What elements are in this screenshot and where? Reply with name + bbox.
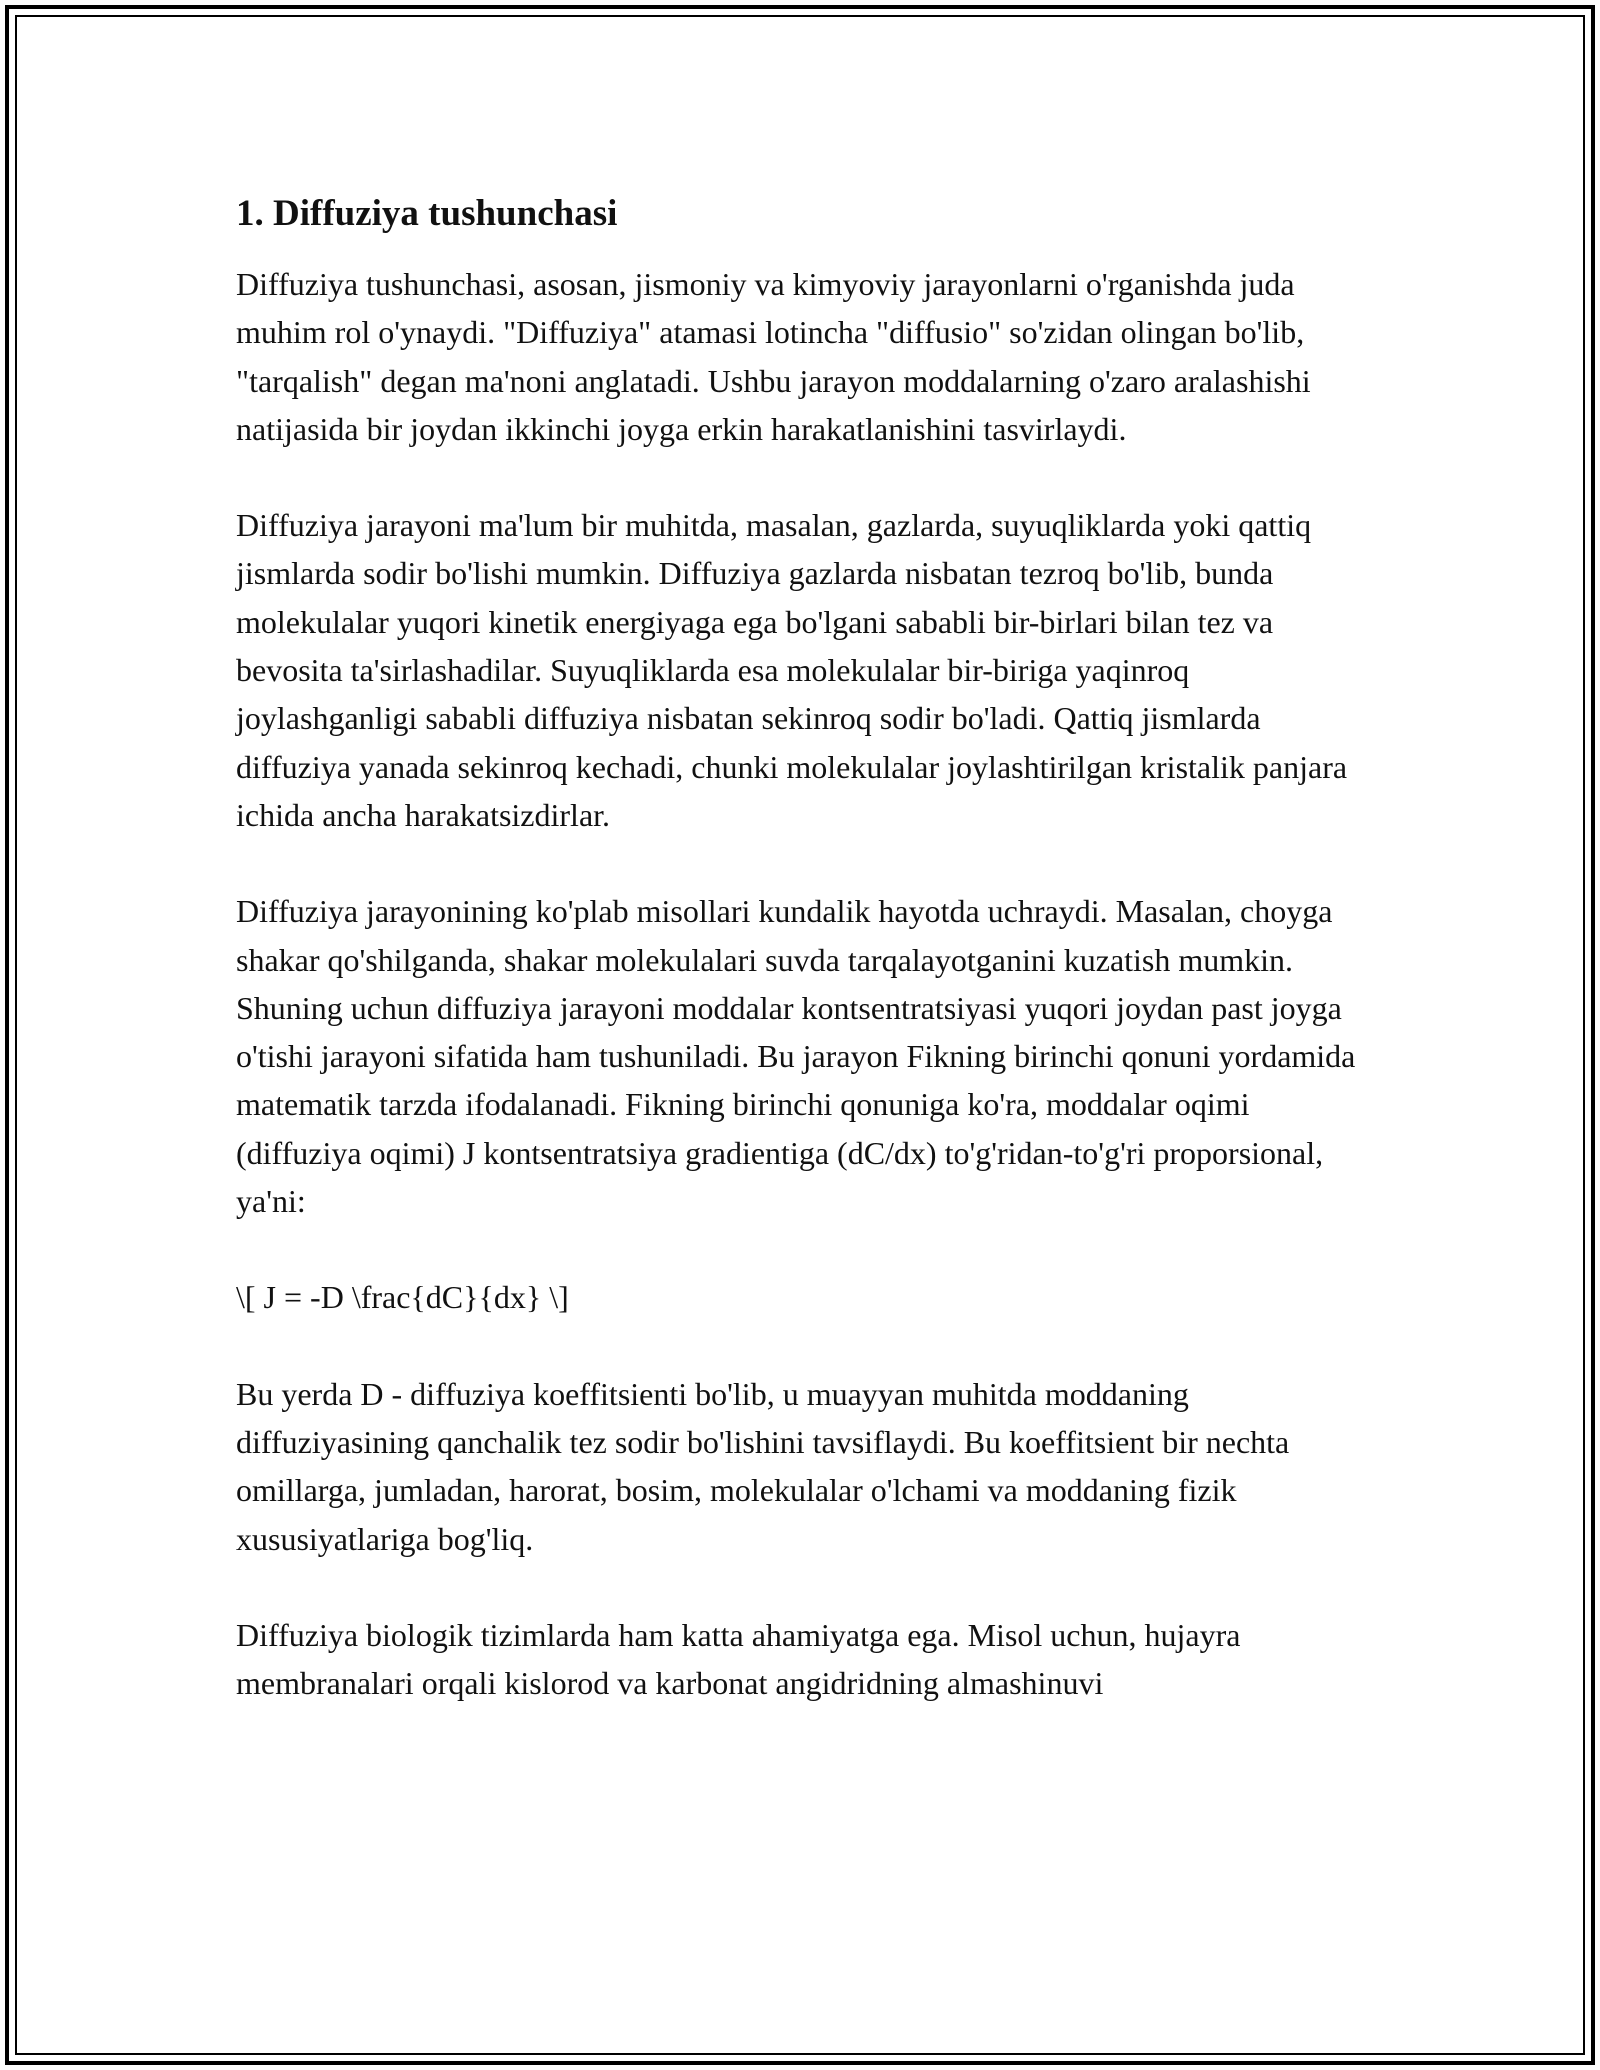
paragraph-examples: Diffuziya jarayonining ko'plab misollari kundalik hayotda uchraydi. Masalan, choyga shakar qo'shilganda, shakar molekulalari suvda tarqalayotganini kuzatish mumkin. Shuning uchun diffuziya jarayoni moddalar kontsentratsiyasi yuqori joydan past joyga o'tishi jarayoni sifatida ham tushuniladi. Bu jarayon Fikning birinchi qonuni yordamida matematik tarzda ifodalanadi. Fikning birinchi qonuniga ko'ra, moddalar oqimi (diffuziya oqimi) J kontsentratsiya gradientiga (dC/dx) to'g'ridan-to'g'ri proporsional, ya'ni:	[236, 893, 1356, 1220]
fick-law-formula: \[ J = -D \frac{dC}{dx} \]	[236, 1279, 569, 1316]
paragraph-definition: Diffuziya tushunchasi, asosan, jismoniy va kimyoviy jarayonlarni o'rganishda juda muhim rol o'ynaydi. "Diffuziya" atamasi lotincha "diffusio" so'zidan olingan bo'lib, "tarqalish" degan ma'noni anglatadi. Ushbu jarayon moddalarning o'zaro aralashishi natijasida bir joydan ikkinchi joyga erkin harakatlanishini tasvirlaydi.	[236, 266, 1311, 447]
paragraph-biology: Diffuziya biologik tizimlarda ham katta ahamiyatga ega. Misol uchun, hujayra membranalari orqali kislorod va karbonat angidridning almashinuvi	[236, 1616, 1241, 1702]
paragraph-media: Diffuziya jarayoni ma'lum bir muhitda, masalan, gazlarda, suyuqliklarda yoki qattiq jismlarda sodir bo'lishi mumkin. Diffuziya gazlarda nisbatan tezroq bo'lib, bunda molekulalar yuqori kinetik energiyaga ega bo'lgani sababli bir-birlari bilan tez va bevosita ta'sirlashadilar. Suyuqliklarda esa molekulalar bir-biriga yaqinroq joylashganligi sababli diffuziya nisbatan sekinroq sodir bo'ladi. Qattiq jismlarda diffuziya yanada sekinroq kechadi, chunki molekulalar joylashtirilgan kristalik panjara ichida ancha harakatsizdirlar.	[236, 507, 1348, 833]
section-heading: 1. Diffuziya tushunchasi	[236, 193, 618, 234]
document-body	[236, 190, 1376, 1755]
paragraph-coefficient: Bu yerda D - diffuziya koeffitsienti bo'lib, u muayyan muhitda moddaning diffuziyasining qanchalik tez sodir bo'lishini tavsiflaydi. Bu koeffitsient bir nechta omillarga, jumladan, harorat, bosim, molekulalar o'lchami va moddaning fizik xususiyatlariga bog'liq.	[236, 1375, 1290, 1557]
